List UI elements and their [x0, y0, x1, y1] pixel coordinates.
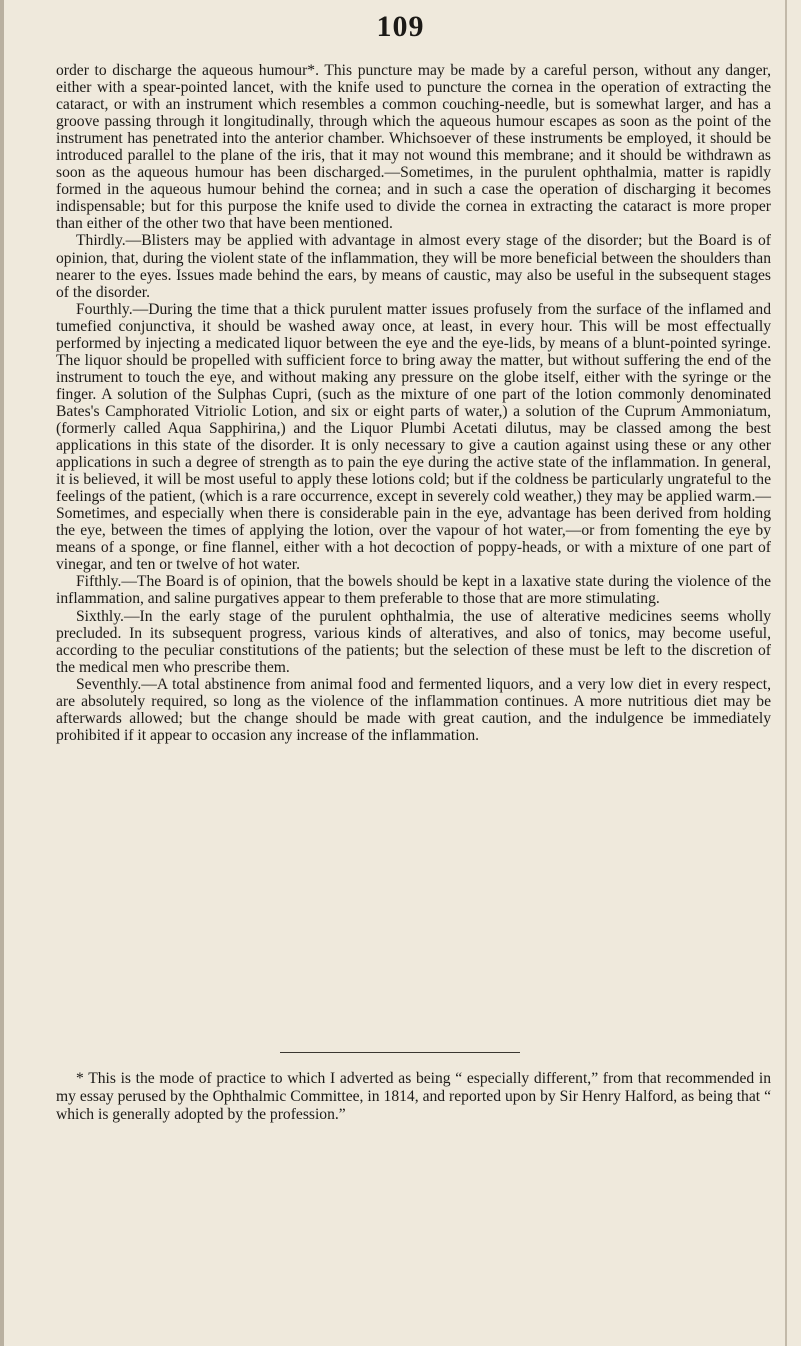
footnote-text: * This is the mode of practice to which I adverted as being “ especially different,” from that recommended in my essay perused by the Ophthalmic Committee, in 1814, and reported upon by Sir Henry Halford, as being that “ which is generally adopted by the profession.”: [56, 1070, 771, 1123]
page-number: 109: [376, 10, 425, 43]
page-right-edge: [785, 0, 787, 1346]
paragraph-seventhly: Seventhly.—A total abstinence from animal food and fermented liquors, and a very low diet in every respect, are absolutely required, so long as the violence of the inflammation continues. A more nutritious diet may be afterwards allowed; but the change should be made with great caution, and the indulgence be immediately prohibited if it appear to occasion any increase of the inflammation.: [56, 675, 771, 744]
footnote-divider: [280, 1052, 520, 1053]
paragraph-puncture: order to discharge the aqueous humour*. This puncture may be made by a careful person, without any danger, either with a spear-pointed lancet, with the knife used to puncture the cornea in the operation of extracting the cataract, or with an instrument which resembles a common couching-needle, but is somewhat larger, and has a groove passing through it longitudinally, through which the aqueous humour escapes as soon as the point of the instrument has penetrated into the anterior chamber. Whichsoever of these instruments be employed, it should be introduced parallel to the plane of the iris, that it may not wound this membrane; and it should be withdrawn as soon as the aqueous humour has been discharged.—Sometimes, in the purulent ophthalmia, matter is rapidly formed in the aqueous humour behind the cornea; and in such a case the operation of discharging it becomes indispensable; but for this purpose the knife used to divide the cornea in extracting the cataract is more proper than either of the other two that have been mentioned.: [56, 62, 771, 233]
paragraph-fourthly: Fourthly.—During the time that a thick purulent matter issues profusely from the surface of the inflamed and tumefied conjunctiva, it should be washed away once, at least, in every hour. This will be most effectually performed by injecting a medicated liquor between the eye and the eye-lids, by means of a blunt-pointed syringe. The liquor should be propelled with sufficient force to bring away the matter, but without suffering the end of the instrument to touch the eye, and without making any pressure on the globe itself, either with the syringe or the finger. A solution of the Sulphas Cupri, (such as the mixture of one part of the lotion commonly denominated Bates's Camphorated Vitriolic Lotion, and six or eight parts of water,) a solution of the Cuprum Ammoniatum, (formerly called Aqua Sapphirina,) and the Liquor Plumbi Acetati dilutus, may be classed among the best applications in this state of the disorder. It is only necessary to give a caution against using these or any other applications in such a degree of strength as to pain the eye during the active state of the inflammation. In general, it is believed, it will be most useful to apply these lotions cold; but if the coldness be particularly ungrateful to the feelings of the patient, (which is a rare occurrence, except in severely cold weather,) they may be applied warm.—Sometimes, and especially when there is considerable pain in the eye, advantage has been derived from holding the eye, between the times of applying the lotion, over the vapour of hot water,—or from fomenting the eye by means of a sponge, or fine flannel, either with a hot decoction of poppy-heads, or with a mixture of one part of vinegar, and ten or twelve of hot water.: [56, 300, 771, 574]
paragraph-sixthly: Sixthly.—In the early stage of the purulent ophthalmia, the use of alterative medicines seems wholly precluded. In its subsequent progress, various kinds of alteratives, and also of tonics, may become useful, according to the peculiar constitutions of the patients; but the selection of these must be left to the discretion of the medical men who prescribe them.: [56, 607, 771, 676]
body-text: [56, 62, 771, 744]
paragraph-fifthly: Fifthly.—The Board is of opinion, that the bowels should be kept in a laxative state during the violence of the inflammation, and saline purgatives appear to them preferable to those that are more stimulating.: [56, 573, 771, 608]
footnote: [56, 1070, 771, 1124]
paragraph-thirdly: Thirdly.—Blisters may be applied with advantage in almost every stage of the disorder; but the Board is of opinion, that, during the violent state of the inflammation, they will be more beneficial between the shoulders than nearer to the eyes. Issues made behind the ears, by means of caustic, may also be useful in the subsequent stages of the disorder.: [56, 232, 771, 301]
page-left-edge: [0, 0, 4, 1346]
